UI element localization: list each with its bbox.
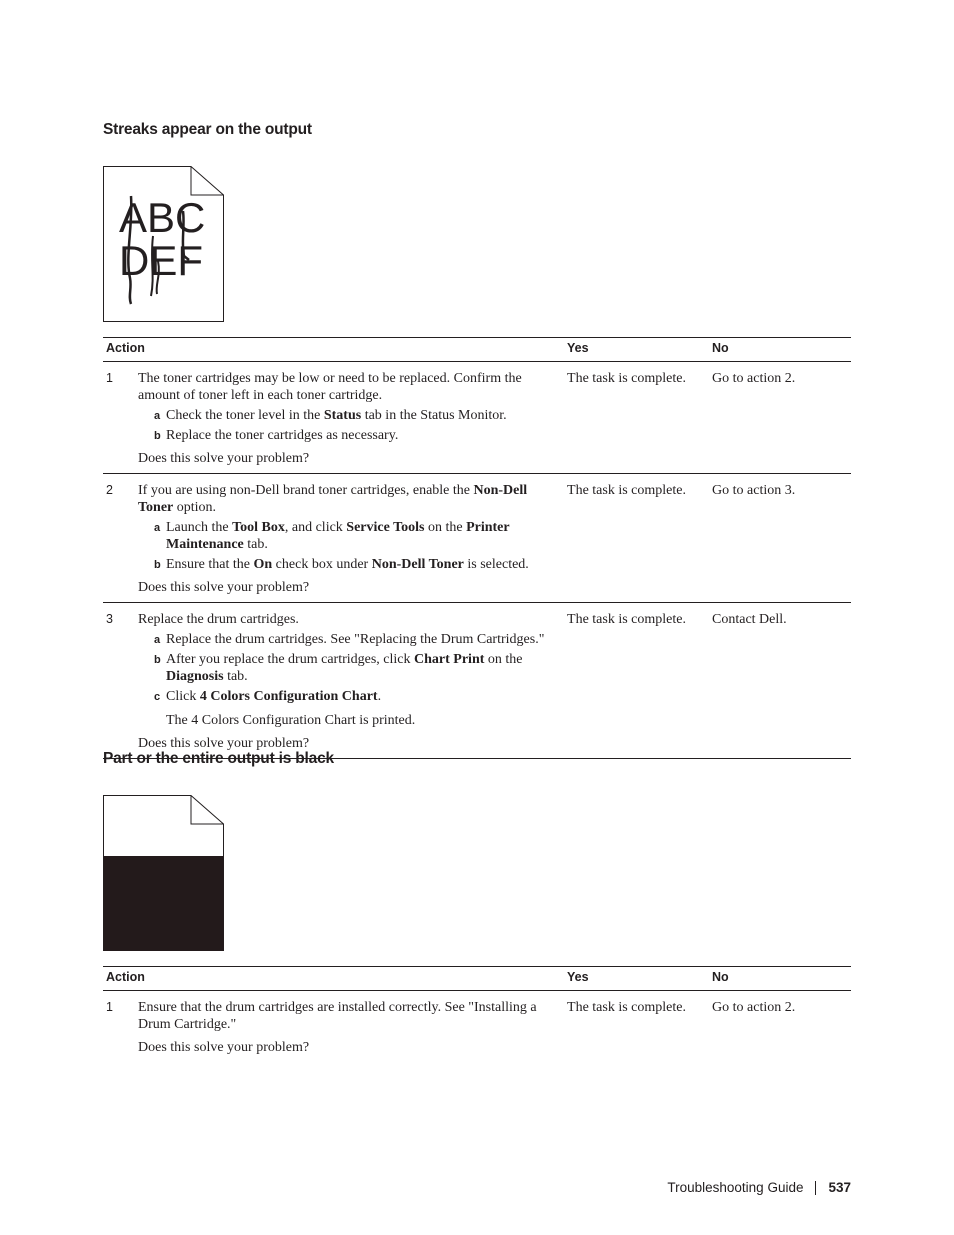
streak-mark bbox=[151, 236, 153, 296]
no-cell: Go to action 3. bbox=[709, 474, 851, 603]
ui-label-chart-print: Chart Print bbox=[414, 652, 485, 667]
ui-label-tool-box: Tool Box bbox=[232, 520, 285, 535]
ui-label-non-dell-toner: Non-Dell Toner bbox=[138, 483, 528, 515]
no-cell: Go to action 2. bbox=[712, 1000, 796, 1015]
black-output-illustration bbox=[103, 795, 223, 950]
ui-label-printer-maintenance: Printer Maintenance bbox=[166, 520, 510, 552]
action-question: Does this solve your problem? bbox=[138, 1040, 310, 1055]
black-print-area bbox=[104, 856, 224, 951]
action-cell bbox=[138, 991, 564, 1063]
table-row bbox=[103, 991, 851, 1063]
action-note: The 4 Colors Configuration Chart is printed. bbox=[166, 713, 416, 728]
table-row bbox=[103, 362, 851, 474]
col-header-no: No bbox=[709, 338, 851, 362]
no-cell: Contact Dell. bbox=[709, 603, 851, 759]
footer-divider bbox=[815, 1181, 816, 1195]
action-step: b After you replace the drum cartridges, click Chart Print on the Diagnosis tab. bbox=[154, 652, 523, 684]
streaks-action-table bbox=[103, 337, 851, 759]
streaks-illustration bbox=[103, 166, 223, 321]
action-intro: The toner cartridges may be low or need to be replaced. Confirm the amount of toner left in each toner cartridge. bbox=[138, 371, 522, 403]
step-letter: b bbox=[154, 654, 161, 666]
step-letter: a bbox=[154, 634, 161, 646]
action-step: b Ensure that the On check box under Non-Dell Toner is selected. bbox=[154, 557, 529, 572]
ui-label-on: On bbox=[253, 557, 273, 572]
yes-cell: The task is complete. bbox=[564, 603, 709, 759]
yes-cell: The task is complete. bbox=[564, 362, 709, 474]
action-cell bbox=[138, 474, 564, 603]
section-heading-black-output: Part or the entire output is black bbox=[103, 750, 334, 767]
action-step: c Click 4 Colors Configuration Chart. bbox=[154, 689, 382, 704]
action-intro: If you are using non-Dell brand toner cartridges, enable the Non-Dell Toner option. bbox=[138, 483, 528, 515]
page-footer bbox=[667, 1180, 851, 1195]
action-number: 1 bbox=[106, 1000, 113, 1014]
action-step: a Launch the Tool Box, and click Service Tools on the Printer Maintenance tab. bbox=[154, 520, 510, 552]
ui-label-non-dell-toner: Non-Dell Toner bbox=[371, 557, 464, 572]
step-letter: a bbox=[154, 522, 161, 534]
table-row bbox=[103, 603, 851, 759]
yes-cell: The task is complete. bbox=[567, 1000, 686, 1015]
action-step: b Replace the toner cartridges as necessary. bbox=[154, 428, 399, 443]
col-header-yes: Yes bbox=[564, 338, 709, 362]
action-step: a Replace the drum cartridges. See "Replacing the Drum Cartridges." bbox=[154, 632, 545, 647]
no-cell: Go to action 2. bbox=[709, 362, 851, 474]
col-header-action: Action bbox=[103, 338, 564, 362]
action-cell bbox=[138, 603, 564, 759]
action-number: 1 bbox=[103, 362, 138, 474]
action-step: a Check the toner level in the Status tab in the Status Monitor. bbox=[154, 408, 507, 423]
action-question: Does this solve your problem? bbox=[138, 736, 310, 751]
yes-cell: The task is complete. bbox=[564, 474, 709, 603]
page-number: 537 bbox=[828, 1180, 851, 1195]
action-question: Does this solve your problem? bbox=[138, 451, 310, 466]
table-row bbox=[103, 474, 851, 603]
ui-label-status-tab: Status bbox=[323, 408, 362, 423]
action-question: Does this solve your problem? bbox=[138, 580, 310, 595]
ui-label-service-tools: Service Tools bbox=[346, 520, 425, 535]
col-header-action: Action bbox=[103, 967, 564, 991]
illustration-text-def: DEF bbox=[119, 237, 203, 284]
ui-label-4-colors-configuration-chart: 4 Colors Configuration Chart bbox=[199, 689, 378, 704]
step-letter: a bbox=[154, 410, 161, 422]
action-intro: Ensure that the drum cartridges are installed correctly. See "Installing a Drum Cartridge." bbox=[138, 1000, 537, 1032]
col-header-yes: Yes bbox=[564, 967, 709, 991]
step-letter: b bbox=[154, 559, 161, 571]
footer-section-title: Troubleshooting Guide bbox=[667, 1180, 804, 1195]
action-intro: Replace the drum cartridges. bbox=[138, 612, 299, 627]
illustration-text-abc: ABC bbox=[119, 194, 206, 241]
step-letter: c bbox=[154, 691, 161, 703]
action-number: 3 bbox=[103, 603, 138, 759]
col-header-no: No bbox=[709, 967, 851, 991]
action-number: 2 bbox=[103, 474, 138, 603]
ui-label-diagnosis: Diagnosis bbox=[166, 669, 224, 684]
step-letter: b bbox=[154, 430, 161, 442]
black-output-action-table bbox=[103, 966, 851, 1062]
section-heading-streaks: Streaks appear on the output bbox=[103, 121, 312, 138]
action-cell bbox=[138, 362, 564, 474]
